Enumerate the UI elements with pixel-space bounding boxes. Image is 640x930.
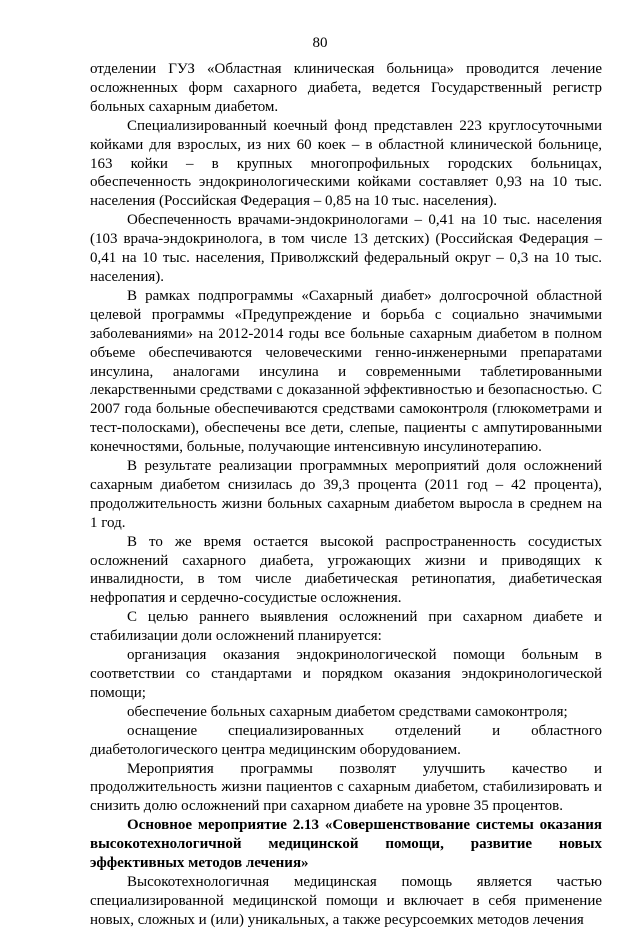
plan-item-self-control: обеспечение больных сахарным диабетом средствами самоконтроля; xyxy=(127,703,568,720)
paragraph-endocrinologists: Обеспеченность врачами-эндокринологами – 0,41 на 10 тыс. населения (103 врача-эндокринолога, в том числе 13 детских) (Российская Федерация – 0,41 на 10 тыс. населения, Приволжский федеральный округ – 0,3 на 10 тыс. населения). xyxy=(90,212,602,285)
paragraph-outcome: Мероприятия программы позволят улучшить качество и продолжительность жизни пациентов с сахарным диабетом, стабилизировать и снизить долю осложнений при сахарном диабете на уровне 35 процентов. xyxy=(90,760,602,815)
page-number: 80 xyxy=(312,35,328,51)
document-body xyxy=(90,60,602,930)
paragraph-continued: отделении ГУЗ «Областная клиническая больница» проводится лечение осложненных форм сахарного диабета, ведется Государственный регистр больных сахарным диабетом. xyxy=(90,61,602,115)
paragraph-complications: В то же время остается высокой распространенность сосудистых осложнений сахарного диабета, угрожающих жизни и приводящих к инвалидности, в том числе диабетическая ретинопатия, диабетическая нефропатия и сердечно-сосудистые осложнения. xyxy=(90,533,602,607)
section-heading: Основное мероприятие 2.13 «Совершенствование системы оказания высокотехнологичной медицинской помощи, развитие новых эффективных методов лечения» xyxy=(90,817,602,872)
paragraph-results: В результате реализации программных мероприятий доля осложнений сахарным диабетом снизилась до 39,3 процента (2011 год – 42 процента), продолжительность жизни больных сахарным диабетом выросла в среднем на 1 год. xyxy=(90,458,602,531)
paragraph-plan-intro: С целью раннего выявления осложнений при сахарном диабете и стабилизации доли осложнений планируется: xyxy=(90,609,602,645)
plan-item-equipment: оснащение специализированных отделений и областного диабетологического центра медицинским оборудованием. xyxy=(90,722,602,758)
paragraph-bed-fund: Специализированный коечный фонд представлен 223 круглосуточными койками для взрослых, из них 60 коек – в областной клинической больнице, 163 койки – в крупных многопрофильных городских больницах, обеспеченность эндокринологическими койками составляет 0,93 на 10 тыс. населения (Российская Федерация – 0,85 на 10 тыс. населения). xyxy=(90,117,602,210)
paragraph-high-tech: Высокотехнологичная медицинская помощь является частью специализированной медицинской помощи и включает в себя применение новых, сложных и (или) уникальных, а также ресурсоемких методов лечения xyxy=(90,873,602,928)
paragraph-subprogram: В рамках подпрограммы «Сахарный диабет» долгосрочной областной целевой программы «Предупреждение и борьба с социально значимыми заболеваниями» на 2012-2014 годы все больные сахарным диабетом в полном объеме обеспечиваются человеческими генно-инженерными препаратами инсулина, аналогами инсулина и современными таблетированными лекарственными средствами с доказанной эффективностью и безопасностью. С 2007 года больные обеспечиваются средствами самоконтроля (глюкометрами и тест-полосками), обеспечены все дети, слепые, пациенты с ампутированными конечностями, больные, получающие интенсивную инсулинотерапию. xyxy=(90,287,602,456)
plan-item-organization: организация оказания эндокринологической помощи больным в соответствии со стандартами и порядком оказания эндокринологической помощи; xyxy=(90,647,602,701)
